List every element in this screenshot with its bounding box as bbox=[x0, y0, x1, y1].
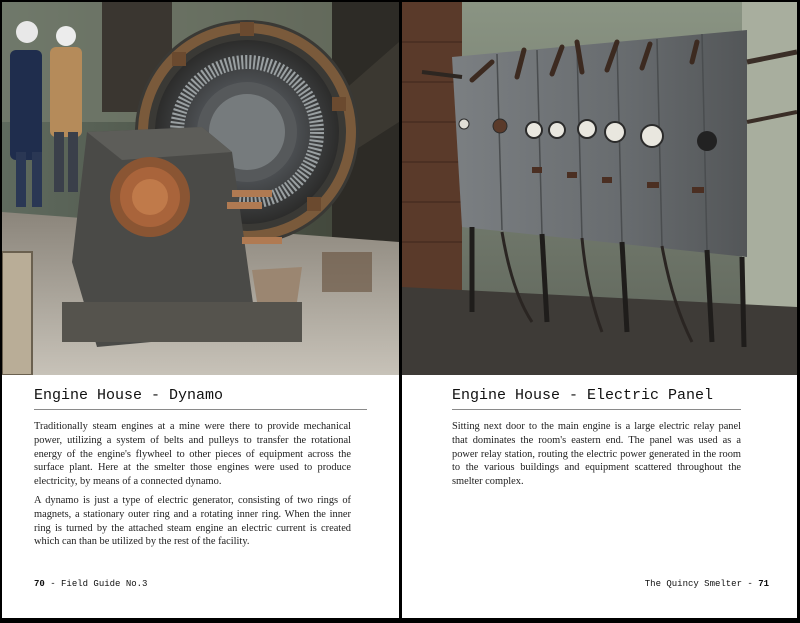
left-paragraph-2: A dynamo is just a type of electric generator, consisting of two rings of magnets, a stationary outer ring and a rotating inner ring. When the inner ring is turned by the attached steam engine an electric current is created which can than be utilized by the rest of the facility. bbox=[34, 495, 351, 548]
right-page-number: 71 bbox=[758, 579, 769, 589]
dynamo-photo bbox=[2, 2, 399, 375]
right-footer bbox=[645, 579, 769, 589]
left-footer-text: Field Guide No.3 bbox=[61, 579, 148, 589]
dynamo-photo-illustration bbox=[2, 2, 399, 375]
left-footer bbox=[34, 579, 147, 589]
electric-panel-photo bbox=[402, 2, 797, 375]
left-page bbox=[2, 2, 399, 618]
right-heading: Engine House - Electric Panel bbox=[452, 387, 741, 410]
left-footer-separator: - bbox=[44, 579, 62, 589]
right-footer-text: The Quincy Smelter bbox=[644, 579, 742, 589]
right-paragraph-1: Sitting next door to the main engine is a large electric relay panel that dominates the room's eastern end. The panel was used as a power relay station, routing the electric power generated in the room to the various buildings and equipment scattered throughout the smelter complex. bbox=[452, 421, 741, 488]
left-heading: Engine House - Dynamo bbox=[34, 387, 367, 410]
electric-panel-photo-illustration bbox=[402, 2, 797, 375]
left-paragraph-1: Traditionally steam engines at a mine were there to provide mechanical power, utilizing a system of belts and pulleys to transfer the rotational energy of the engine's flywheel to other pieces of equipment across the surface plant. Here at the smelter those engines were used to produce electricity, by means of a connected dynamo. bbox=[34, 421, 351, 488]
left-page-number: 70 bbox=[34, 579, 45, 589]
right-footer-separator: - bbox=[741, 579, 759, 589]
right-page bbox=[402, 2, 797, 618]
